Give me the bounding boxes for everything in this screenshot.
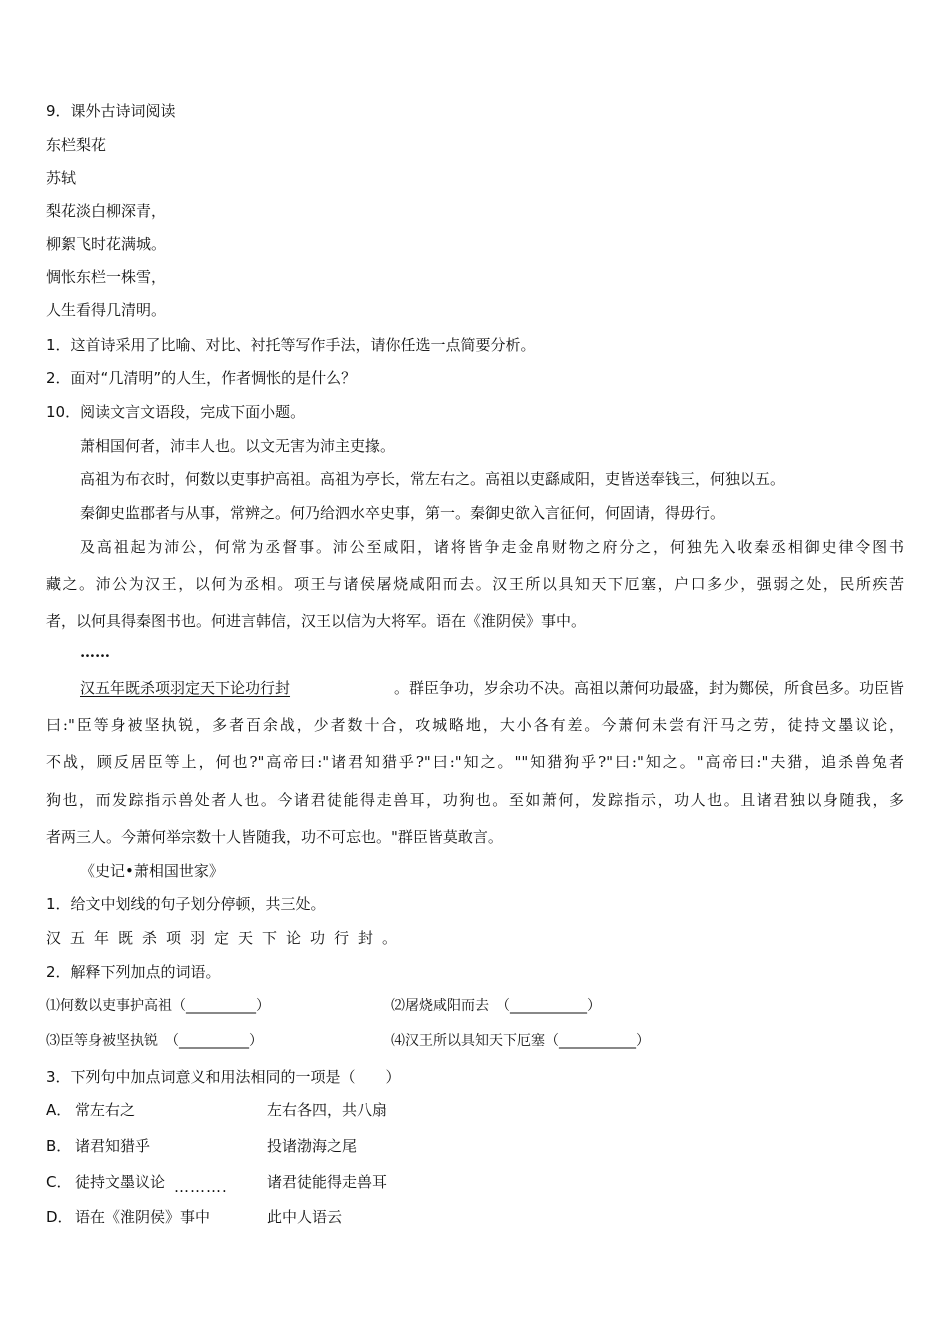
option-right: 左右各四，共八扇	[267, 1101, 388, 1119]
passage-source: 《史记•萧相国世家》	[80, 862, 224, 880]
option-letter: C．	[46, 1173, 72, 1191]
option-left: 语在《淮阴侯》事中	[75, 1208, 211, 1226]
gloss-item-4: ⑷汉王所以具知天下厄塞（___________）	[391, 1033, 650, 1049]
passage-line: 藏之。沛公为汉王，以何为丞相。项王与诸侯屠烧咸阳而去。汉王所以具知天下厄塞，户口多少，强弱之处，民所疾苦	[46, 575, 904, 593]
poem-line: 柳絮飞时花满城。	[46, 235, 167, 253]
passage-line: 不战，顾反居臣等上，何也?"高帝曰:"诸君知猎乎?"曰:"知之。""知猎狗乎?"曰:"知之。"高帝曰:"夫猎，追杀兽兔者	[46, 753, 904, 771]
q9-subquestion-2: 2．面对“几清明”的人生，作者惆怅的是什么？	[46, 369, 357, 387]
q10-subquestion-2: 2．解释下列加点的词语。	[46, 963, 221, 981]
passage-line: 及高祖起为沛公，何常为丞督事。沛公至咸阳，诸将皆争走金帛财物之府分之，何独先入收秦丞相御史律令图书	[80, 538, 904, 556]
option-left: 常左右之	[75, 1101, 136, 1119]
option-letter: A．	[46, 1101, 72, 1119]
poem-line: 人生看得几清明。	[46, 301, 167, 319]
q10-heading: 10．阅读文言文语段，完成下面小题。	[46, 403, 306, 421]
passage-paragraph: 高祖为布衣时，何数以吏事护高祖。高祖为亭长，常左右之。高祖以吏繇咸阳，吏皆送奉钱三，何独以五。	[80, 470, 786, 488]
poem-title: 东栏梨花	[46, 136, 107, 154]
poem-line: 梨花淡白柳深青，	[46, 202, 167, 220]
option-letter: D．	[46, 1208, 73, 1226]
passage-paragraph: 秦御史监郡者与从事，常辨之。何乃给泗水卒史事，第一。秦御史欲入言征何，何固请，得毋行。	[80, 504, 726, 522]
poem-line: 惆怅东栏一株雪，	[46, 268, 167, 286]
sentence-to-punctuate: 汉五年既杀项羽定天下论功行封。	[46, 929, 407, 947]
passage-line: 者，以何具得秦图书也。何进言韩信，汉王以信为大将军。语在《淮阴侯》事中。	[46, 612, 587, 630]
underlined-sentence: 汉五年既杀项羽定天下论功行封	[80, 679, 291, 697]
poem-author: 苏轼	[46, 169, 77, 187]
q10-subquestion-1: 1．给文中划线的句子划分停顿，共三处。	[46, 895, 326, 913]
option-right: 诸君徒能得走兽耳	[267, 1173, 388, 1191]
gloss-item-1: ⑴何数以吏事护高祖（__________）	[46, 998, 270, 1014]
emphasis-dots: ……….	[174, 1178, 228, 1196]
q9-heading: 9．课外古诗词阅读	[46, 102, 176, 120]
passage-paragraph: 萧相国何者，沛丰人也。以文无害为沛主吏掾。	[80, 437, 396, 455]
passage-line: 者两三人。今萧何举宗数十人皆随我，功不可忘也。"群臣皆莫敢言。	[46, 828, 503, 846]
option-left: 徒持文墨议论	[75, 1173, 166, 1191]
passage-line-rest: 。群臣争功，岁余功不决。高祖以萧何功最盛，封为酂侯，所食邑多。功臣皆	[393, 679, 904, 697]
ellipsis: ……	[80, 643, 110, 661]
gloss-item-2: ⑵屠烧咸阳而去 （___________）	[391, 998, 601, 1014]
passage-line: 曰:"臣等身被坚执锐，多者百余战，少者数十合，攻城略地，大小各有差。今萧何未尝有汗马之劳，徒持文墨议论，	[46, 716, 904, 734]
option-right: 此中人语云	[267, 1208, 343, 1226]
option-letter: B．	[46, 1137, 72, 1155]
option-right: 投诸渤海之尾	[267, 1137, 358, 1155]
option-left: 诸君知猎乎	[75, 1137, 151, 1155]
q9-subquestion-1: 1．这首诗采用了比喻、对比、衬托等写作手法，请你任选一点简要分析。	[46, 336, 536, 354]
passage-line-underlined	[80, 678, 904, 698]
passage-line: 狗也，而发踪指示兽处者人也。今诸君徒能得走兽耳，功狗也。至如萧何，发踪指示，功人也。且诸君独以身随我，多	[46, 791, 904, 809]
gloss-item-3: ⑶臣等身被坚执锐 （__________）	[46, 1033, 263, 1049]
q10-subquestion-3: 3．下列句中加点词意义和用法相同的一项是（ ）	[46, 1068, 401, 1086]
